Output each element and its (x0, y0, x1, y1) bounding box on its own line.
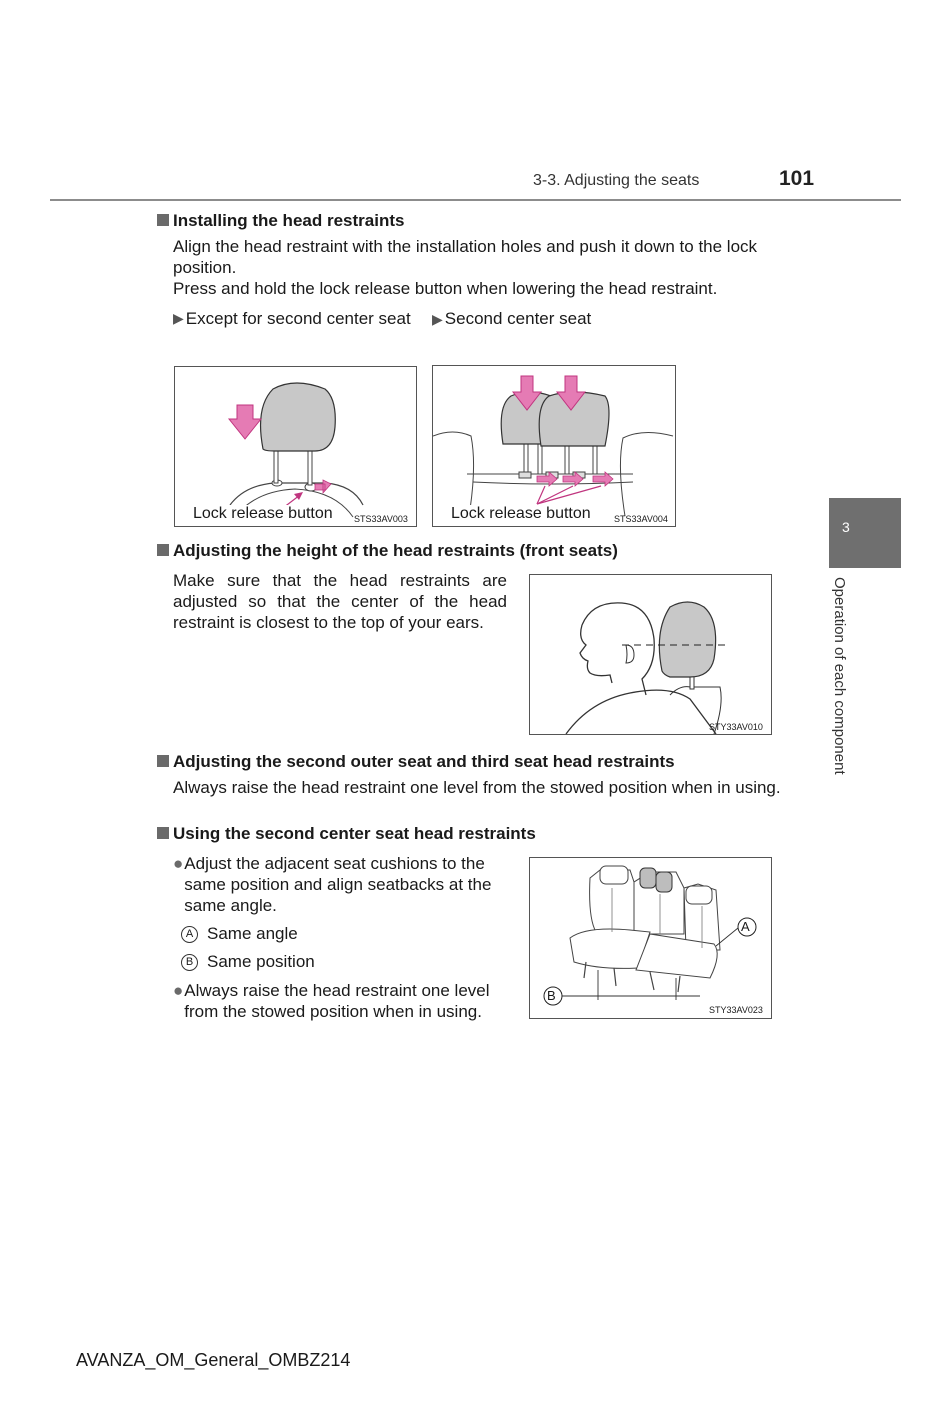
figure-code: STS33AV004 (614, 514, 668, 524)
triangle-right-icon: ▶ (173, 310, 184, 326)
item-same-angle: A Same angle (181, 923, 298, 944)
heading-text: Adjusting the second outer seat and third seat head restraints (173, 752, 675, 771)
subcaption-second-center: ▶ Second center seat (432, 309, 592, 328)
height-front-text: Make sure that the head restraints are adjusted so that the center of the head restraint is closest to the top of your ears. (173, 571, 507, 632)
figure-head-position (529, 574, 772, 735)
header-divider (50, 199, 901, 201)
figure-headrest-center (432, 365, 676, 527)
callout-a: A (741, 919, 750, 934)
chapter-tab (829, 498, 901, 568)
section-title: 3-3. Adjusting the seats (533, 172, 700, 189)
heading-height-front (157, 541, 618, 561)
triangle-right-icon: ▶ (432, 311, 443, 327)
circle-bullet-icon: ● (173, 981, 184, 1000)
document-id: AVANZA_OM_General_OMBZ214 (76, 1350, 351, 1370)
bullet-raise-headrest: ● Always raise the head restraint one level from the stowed position when in using. (173, 981, 490, 1021)
figure-headrest-single (174, 366, 417, 527)
figure-second-row-seats (529, 857, 772, 1019)
heading-installing (157, 211, 404, 231)
figure-code: STS33AV003 (354, 514, 408, 524)
chapter-number: 3 (842, 519, 850, 535)
item-same-position: B Same position (181, 951, 315, 972)
circle-bullet-icon: ● (173, 854, 184, 873)
lock-release-label: Lock release button (193, 505, 333, 522)
square-bullet-icon (157, 544, 169, 556)
second-outer-text: Always raise the head restraint one level from the stowed position when in using. (173, 778, 781, 797)
head-position-illustration (530, 575, 771, 734)
callout-b: B (547, 988, 556, 1003)
square-bullet-icon (157, 214, 169, 226)
figure-code: STY33AV010 (709, 722, 763, 732)
square-bullet-icon (157, 755, 169, 767)
heading-second-center (157, 824, 536, 844)
installing-paragraph-2: Press and hold the lock release button when lowering the head restraint. (173, 279, 718, 298)
headrest-single-illustration (175, 367, 416, 526)
heading-text: Installing the head restraints (173, 211, 405, 230)
headrest-center-illustration (433, 366, 675, 526)
installing-paragraph-1: Align the head restraint with the installation holes and push it down to the lock position. (173, 237, 758, 277)
subcaption-except-center: ▶ Except for second center seat (173, 309, 411, 328)
figure-code: STY33AV023 (709, 1005, 763, 1015)
page-number: 101 (779, 167, 815, 190)
heading-text: Using the second center seat head restraints (173, 824, 536, 843)
marker-a: A (181, 926, 198, 943)
square-bullet-icon (157, 827, 169, 839)
heading-text: Adjusting the height of the head restraints (front seats) (173, 541, 618, 560)
lock-release-label: Lock release button (451, 505, 591, 522)
chapter-title: Operation of each component (831, 577, 848, 775)
heading-second-outer (157, 752, 675, 772)
second-row-seats-illustration (530, 858, 771, 1018)
bullet-adjust-cushions: ● Adjust the adjacent seat cushions to the same position and align seatbacks at the same angle. (173, 854, 492, 915)
marker-b: B (181, 954, 198, 971)
